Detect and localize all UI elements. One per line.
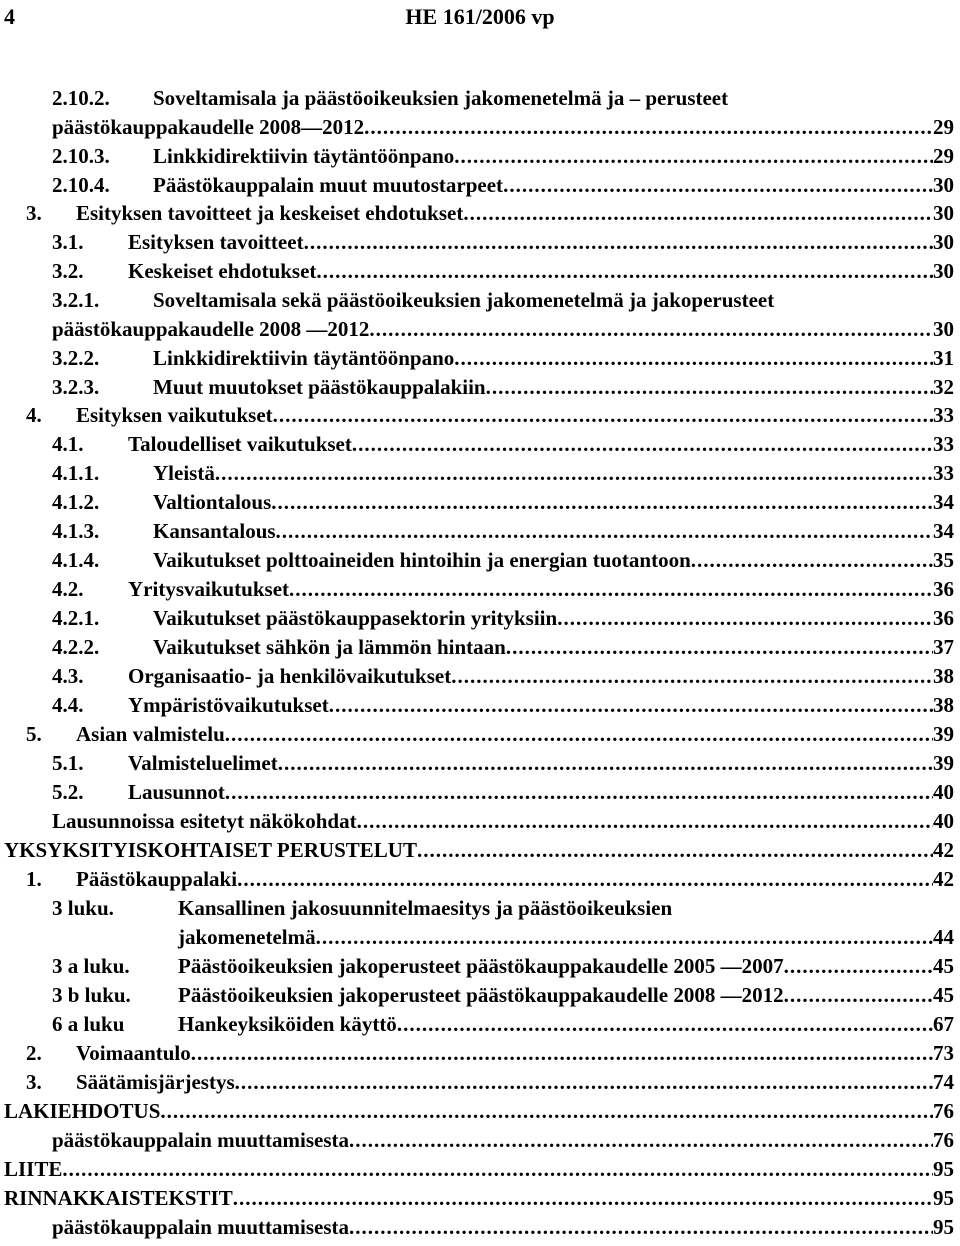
toc-entry-page: 95 (933, 1186, 954, 1210)
toc-entry[interactable] (52, 288, 954, 316)
toc-leader (486, 375, 933, 400)
toc-entry-page: 36 (933, 577, 954, 601)
toc-entry-number: 5.2. (52, 780, 84, 804)
toc-entry-number: 1. (26, 867, 42, 891)
toc-entry-page: 34 (933, 490, 954, 514)
toc-entry-title: Yleistä (153, 461, 215, 485)
toc-entry[interactable] (178, 925, 954, 953)
toc-entry[interactable] (52, 375, 954, 403)
toc-leader (237, 867, 933, 892)
toc-entry-title: Esityksen vaikutukset (76, 403, 273, 427)
toc-entry-title: RINNAKKAISTEKSTIT (4, 1186, 233, 1210)
toc-entry-title: Keskeiset ehdotukset (128, 259, 317, 283)
toc-entry-title: Lausunnoissa esitetyt näkökohdat (52, 809, 357, 833)
toc-entry-page: 30 (933, 259, 954, 283)
toc-entry-title: Soveltamisala sekä päästöoikeuksien jakomenetelmä ja jakoperusteet (153, 288, 775, 312)
toc-entry[interactable] (52, 490, 954, 518)
toc-entry-page: 45 (933, 954, 954, 978)
toc-entry-title: LIITE (4, 1157, 63, 1181)
toc-entry-title: päästökauppakaudelle 2008 —2012 (52, 317, 370, 341)
toc-entry[interactable] (4, 1157, 954, 1185)
toc-entry-title: Linkkidirektiivin täytäntöönpano (153, 346, 455, 370)
toc-entry-page: 30 (933, 201, 954, 225)
toc-leader (454, 144, 933, 169)
toc-entry-number: 4.2.2. (52, 635, 100, 659)
toc-entry-page: 30 (933, 173, 954, 197)
toc-leader (349, 1128, 933, 1153)
toc-entry-title: Vaikutukset sähkön ja lämmön hintaan (153, 635, 506, 659)
toc-leader (784, 954, 933, 979)
toc-entry-title: Valmisteluelimet (128, 751, 278, 775)
toc-entry-page: 34 (933, 519, 954, 543)
document-title: HE 161/2006 vp (405, 4, 555, 29)
toc-leader (271, 490, 933, 515)
toc-entry-page: 31 (933, 346, 954, 370)
toc-entry-number: 2. (26, 1041, 42, 1065)
toc-entry-page: 36 (933, 606, 954, 630)
toc-entry[interactable] (52, 144, 954, 172)
toc-entry[interactable] (52, 1128, 954, 1156)
toc-entry-number: 3.2.3. (52, 375, 100, 399)
toc-entry-title: Organisaatio- ja henkilövaikutukset (128, 664, 452, 688)
toc-entry-title: Vaikutukset päästökauppasektorin yrityksiin (153, 606, 558, 630)
toc-leader (454, 346, 933, 371)
toc-entry-title: Kansantalous (153, 519, 276, 543)
toc-entry-title: Soveltamisala ja päästöoikeuksien jakomenetelmä ja – perusteet (153, 86, 729, 110)
toc-entry-page: 39 (933, 751, 954, 775)
toc-entry-page: 29 (933, 115, 954, 139)
toc-entry-page: 40 (933, 809, 954, 833)
toc-entry-number: 3.1. (52, 230, 84, 254)
toc-entry-title: Valtiontalous (153, 490, 272, 514)
toc-entry[interactable] (52, 86, 954, 114)
toc-entry-title: Päästökauppalaki (76, 867, 238, 891)
toc-entry-title: Asian valmistelu (76, 722, 225, 746)
toc-entry-title: Päästöoikeuksien jakoperusteet päästökauppakaudelle 2008 —2012 (178, 983, 784, 1007)
toc-entry-number: 3 a luku. (52, 954, 130, 978)
toc-entry-number: 4.2.1. (52, 606, 100, 630)
toc-entry-number: 3.2. (52, 259, 84, 283)
toc-entry-title: Yritysvaikutukset (128, 577, 290, 601)
toc-leader (329, 693, 933, 718)
toc-entry-title: jakomenetelmä (178, 925, 316, 949)
toc-entry-number: 4.3. (52, 664, 84, 688)
toc-entry[interactable] (26, 722, 954, 750)
toc-entry[interactable] (26, 867, 954, 895)
toc-entry[interactable] (52, 577, 954, 605)
toc-entry[interactable] (4, 838, 954, 866)
toc-entry-number: 3 b luku. (52, 983, 131, 1007)
toc-entry[interactable] (26, 1070, 954, 1098)
toc-entry-title: Esityksen tavoitteet ja keskeiset ehdotukset (76, 201, 464, 225)
toc-entry[interactable] (52, 780, 954, 808)
toc-leader (233, 1186, 933, 1211)
toc-entry-title: Säätämisjärjestys (76, 1070, 235, 1094)
toc-entry-title: Päästökauppalain muut muutostarpeet (153, 173, 504, 197)
toc-entry-page: 42 (933, 867, 954, 891)
toc-leader (235, 1070, 933, 1095)
toc-entry-number: 4.1.2. (52, 490, 100, 514)
toc-entry[interactable] (26, 1041, 954, 1069)
toc-entry-number: 3.2.1. (52, 288, 100, 312)
toc-entry-number: 4.1.1. (52, 461, 100, 485)
toc-entry-number: 6 a luku (52, 1012, 125, 1036)
toc-entry-number: 4.1. (52, 432, 84, 456)
toc-entry-title: Hankeyksiköiden käyttö (178, 1012, 397, 1036)
toc-entry-page: 39 (933, 722, 954, 746)
toc-entry-page: 38 (933, 664, 954, 688)
toc-entry-number: 4.4. (52, 693, 84, 717)
toc-entry[interactable] (52, 115, 954, 143)
toc-entry-page: 33 (933, 461, 954, 485)
toc-entry-title: Lausunnot (128, 780, 225, 804)
toc-entry-title: Kansallinen jakosuunnitelmaesitys ja päästöoikeuksien (178, 896, 673, 920)
toc-leader (191, 1041, 933, 1066)
toc-leader (273, 403, 933, 428)
toc-entry-title: päästökauppalain muuttamisesta (52, 1215, 349, 1239)
toc-leader (276, 519, 933, 544)
toc-entry[interactable] (52, 896, 954, 924)
toc-leader (304, 230, 933, 255)
toc-entry-page: 76 (933, 1099, 954, 1123)
toc-entry-number: 2.10.4. (52, 173, 110, 197)
toc-entry-number: 3.2.2. (52, 346, 100, 370)
toc-entry[interactable] (52, 809, 954, 837)
toc-entry[interactable] (52, 173, 954, 201)
toc-entry-number: 2.10.3. (52, 144, 110, 168)
toc-entry-number: 3. (26, 1070, 42, 1094)
toc-entry-title: päästökauppalain muuttamisesta (52, 1128, 349, 1152)
toc-leader (557, 606, 933, 631)
toc-leader (691, 548, 933, 573)
toc-entry-page: 38 (933, 693, 954, 717)
toc-leader (289, 577, 933, 602)
toc-entry-number: 3. (26, 201, 42, 225)
toc-leader (349, 1215, 933, 1240)
toc-entry-number: 2.10.2. (52, 86, 110, 110)
toc-leader (364, 115, 933, 140)
toc-entry[interactable] (52, 461, 954, 489)
toc-leader (316, 925, 933, 950)
toc-leader (506, 635, 933, 660)
toc-entry-title: Linkkidirektiivin täytäntöönpano (153, 144, 455, 168)
page-number: 4 (4, 4, 15, 29)
toc-entry-page: 44 (933, 925, 954, 949)
toc-entry-number: 3 luku. (52, 896, 114, 920)
toc-entry-page: 37 (933, 635, 954, 659)
toc-entry-number: 5.1. (52, 751, 84, 775)
toc-entry[interactable] (52, 230, 954, 258)
toc-entry-page: 95 (933, 1157, 954, 1181)
toc-entry-number: 4.2. (52, 577, 84, 601)
toc-entry-page: 76 (933, 1128, 954, 1152)
toc-leader (451, 664, 933, 689)
toc-entry-title: Ympäristövaikutukset (128, 693, 329, 717)
toc-entry-page: 67 (933, 1012, 954, 1036)
toc-entry-title: päästökauppakaudelle 2008—2012 (52, 115, 365, 139)
toc-entry-title: YKSYKSITYISKOHTAISET PERUSTELUT (4, 838, 417, 862)
toc-entry[interactable] (52, 693, 954, 721)
toc-entry-title: Muut muutokset päästökauppalakiin (153, 375, 486, 399)
toc-entry-page: 40 (933, 780, 954, 804)
toc-entry-number: 5. (26, 722, 42, 746)
toc-leader (62, 1157, 933, 1182)
toc-entry[interactable] (52, 954, 954, 982)
toc-leader (357, 809, 933, 834)
toc-entry[interactable] (52, 346, 954, 374)
toc-entry[interactable] (52, 259, 954, 287)
toc-leader (316, 259, 933, 284)
toc-entry[interactable] (52, 548, 954, 576)
toc-leader (463, 201, 933, 226)
toc-leader (160, 1099, 933, 1124)
toc-leader (417, 838, 933, 863)
toc-entry-page: 33 (933, 403, 954, 427)
toc-entry-page: 74 (933, 1070, 954, 1094)
toc-entry[interactable] (52, 635, 954, 663)
toc-entry-title: LAKIEHDOTUS (4, 1099, 161, 1123)
toc-entry-title: Taloudelliset vaikutukset (128, 432, 352, 456)
toc-entry-page: 45 (933, 983, 954, 1007)
toc-entry-page: 32 (933, 375, 954, 399)
toc-entry[interactable] (52, 1012, 954, 1040)
toc-leader (225, 722, 933, 747)
toc-leader (225, 780, 933, 805)
toc-leader (352, 432, 933, 457)
toc-entry-number: 4. (26, 403, 42, 427)
toc-entry-number: 4.1.3. (52, 519, 100, 543)
toc-entry[interactable] (52, 664, 954, 692)
toc-entry-number: 4.1.4. (52, 548, 100, 572)
toc-entry[interactable] (26, 201, 954, 229)
toc-entry[interactable] (52, 432, 954, 460)
toc-entry-page: 30 (933, 317, 954, 341)
toc-entry-page: 42 (933, 838, 954, 862)
toc-entry[interactable] (52, 606, 954, 634)
toc-entry[interactable] (52, 751, 954, 779)
toc-entry[interactable] (52, 317, 954, 345)
toc-leader (369, 317, 933, 342)
toc-leader (503, 173, 933, 198)
toc-entry[interactable] (52, 1215, 954, 1243)
toc-entry[interactable] (52, 983, 954, 1011)
toc-entry-title: Voimaantulo (76, 1041, 191, 1065)
toc-leader (397, 1012, 933, 1037)
toc-leader (278, 751, 933, 776)
toc-leader (215, 461, 933, 486)
toc-entry[interactable] (26, 403, 954, 431)
toc-entry-page: 30 (933, 230, 954, 254)
toc-entry-page: 73 (933, 1041, 954, 1065)
toc-leader (784, 983, 933, 1008)
toc-entry-title: Vaikutukset polttoaineiden hintoihin ja energian tuotantoon (153, 548, 691, 572)
toc-entry[interactable] (52, 519, 954, 547)
toc-entry-page: 35 (933, 548, 954, 572)
toc-entry-page: 95 (933, 1215, 954, 1239)
toc-entry[interactable] (4, 1186, 954, 1214)
toc-entry[interactable] (4, 1099, 954, 1127)
toc-entry-title: Esityksen tavoitteet (128, 230, 304, 254)
toc-entry-page: 29 (933, 144, 954, 168)
toc-entry-page: 33 (933, 432, 954, 456)
toc-entry-title: Päästöoikeuksien jakoperusteet päästökauppakaudelle 2005 —2007 (178, 954, 784, 978)
